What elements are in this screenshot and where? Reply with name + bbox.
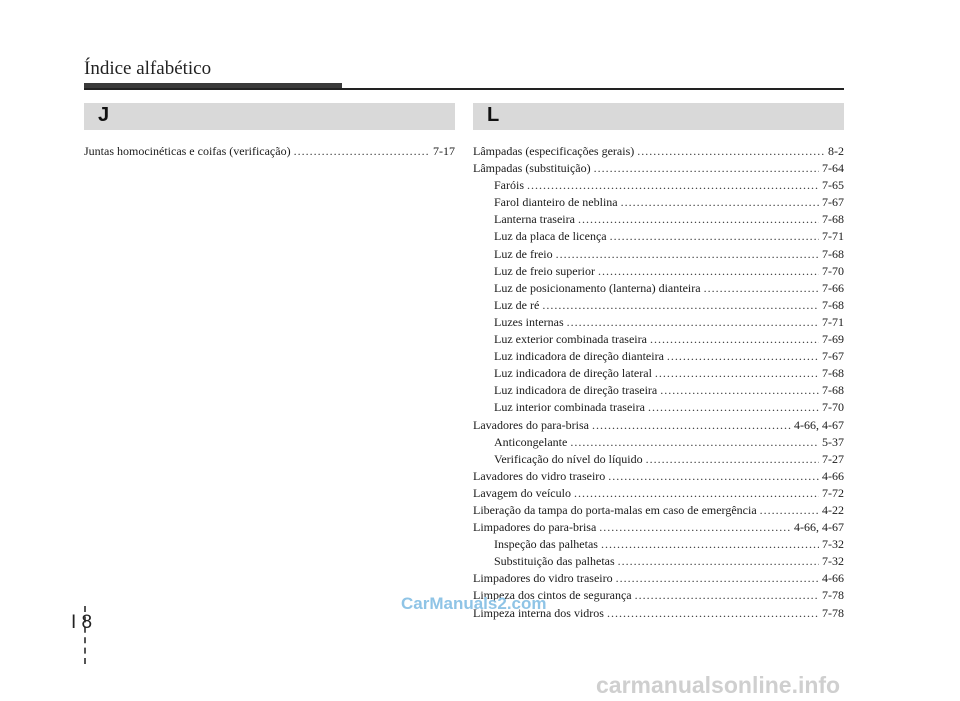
index-subentry[interactable] [473,281,844,298]
index-entry[interactable] [473,571,844,588]
entry-label: Lavadores do vidro traseiro [473,468,606,483]
leader-dots [704,281,819,296]
index-subentry[interactable] [473,349,844,366]
leader-dots [608,469,819,484]
page-number: I 8 [71,612,93,633]
index-subentry[interactable] [473,195,844,212]
entry-page: 7-71 [822,229,844,244]
entry-label: Luz indicadora de direção traseira [494,383,658,398]
entry-page: 4-66, 4-67 [794,520,844,535]
leader-dots [570,435,819,450]
entry-page: 7-68 [822,297,844,312]
entry-page: 7-72 [822,485,844,500]
index-entry[interactable] [473,520,844,537]
entry-page: 7-67 [822,195,844,210]
index-subentry[interactable] [473,554,844,571]
header-rule [84,88,844,90]
entry-page: 4-22 [822,502,844,517]
leader-dots [294,144,430,159]
entry-label: Lavadores do para-brisa [473,417,589,432]
entry-page: 4-66 [822,571,844,586]
leader-dots [599,520,791,535]
entry-label: Juntas homocinéticas e coifas (verificação) [84,144,291,158]
entry-page: 7-17 [433,144,455,158]
entry-label: Luz indicadora de direção dianteira [494,349,664,364]
leader-dots [646,452,819,467]
entry-label: Luz da placa de licença [494,229,607,244]
entry-label: Luz de ré [494,297,540,312]
entry-label: Luzes internas [494,314,564,329]
leader-dots [635,588,819,603]
index-subentry[interactable] [473,400,844,417]
entry-label: Limpadores do para-brisa [473,520,597,535]
index-entry[interactable] [473,144,844,161]
index-subentry[interactable] [473,247,844,264]
entry-page: 7-78 [822,588,844,603]
entry-page: 4-66 [822,468,844,483]
entry-page: 7-68 [822,383,844,398]
entry-label: Luz interior combinada traseira [494,400,645,415]
entry-label: Lâmpadas (especificações gerais) [473,144,635,158]
leader-dots [637,144,825,159]
leader-dots [592,418,791,433]
leader-dots [610,229,819,244]
leader-dots [601,537,819,552]
entry-label: Substituição das palhetas [494,554,615,569]
leader-dots [660,383,819,398]
entry-page: 8-2 [828,144,844,158]
leader-dots [578,212,819,227]
index-subentry[interactable] [473,435,844,452]
entry-label: Luz de freio superior [494,263,595,278]
entry-page: 7-65 [822,178,844,193]
index-subentry[interactable] [473,366,844,383]
entry-label: Luz de freio [494,246,553,261]
watermark-link[interactable]: CarManuals2.com [401,594,547,613]
entry-label: Anticongelante [494,434,568,449]
section-header-l [473,103,844,130]
entry-page: 7-67 [822,349,844,364]
site-watermark: carmanualsonline.info [596,672,841,698]
index-subentry[interactable] [473,452,844,469]
index-subentry[interactable] [473,264,844,281]
index-subentry[interactable] [473,298,844,315]
leader-dots [648,400,819,415]
section-letter-l: L [487,104,500,126]
entry-page: 7-64 [822,161,844,176]
index-column-l [473,144,844,623]
entry-label: Liberação da tampa do porta-malas em caso de emergência [473,502,757,517]
leader-dots [760,503,819,518]
entry-label: Lavagem do veículo [473,485,571,500]
leader-dots [527,178,819,193]
entry-label: Luz indicadora de direção lateral [494,366,652,381]
entry-label: Limpeza interna dos vidros [473,605,604,620]
entry-page: 7-69 [822,332,844,347]
index-subentry[interactable] [473,178,844,195]
leader-dots [650,332,819,347]
entry-label: Lanterna traseira [494,212,575,227]
leader-dots [556,247,819,262]
leader-dots [594,161,819,176]
entry-label: Farol dianteiro de neblina [494,195,618,210]
entry-page: 4-66, 4-67 [794,417,844,432]
entry-label: Lâmpadas (substituição) [473,161,591,176]
entry-label: Limpeza dos cintos de segurança [473,588,632,603]
page-title: Índice alfabético [84,58,212,79]
index-subentry[interactable] [473,537,844,554]
index-entry[interactable] [473,486,844,503]
entry-label: Luz exterior combinada traseira [494,332,647,347]
entry-page: 7-70 [822,263,844,278]
entry-page: 7-71 [822,314,844,329]
entry-page: 7-32 [822,554,844,569]
index-column-j [84,144,455,161]
index-entry[interactable] [473,418,844,435]
section-letter-j: J [98,104,110,126]
leader-dots [618,554,819,569]
index-entry[interactable] [473,161,844,178]
leader-dots [667,349,819,364]
entry-label: Luz de posicionamento (lanterna) dianteira [494,280,701,295]
index-entry[interactable] [84,144,455,161]
entry-page: 7-78 [822,605,844,620]
leader-dots [542,298,819,313]
index-subentry[interactable] [473,229,844,246]
entry-page: 5-37 [822,434,844,449]
entry-label: Faróis [494,178,524,193]
leader-dots [607,606,819,621]
entry-page: 7-32 [822,537,844,552]
entry-page: 7-66 [822,280,844,295]
leader-dots [567,315,819,330]
leader-dots [574,486,819,501]
leader-dots [598,264,819,279]
leader-dots [621,195,819,210]
entry-page: 7-68 [822,366,844,381]
leader-dots [655,366,819,381]
section-header-j [84,103,455,130]
index-subentry[interactable] [473,332,844,349]
leader-dots [616,571,819,586]
index-subentry[interactable] [473,383,844,400]
entry-label: Verificação do nível do líquido [494,451,643,466]
entry-page: 7-27 [822,451,844,466]
index-entry[interactable] [473,503,844,520]
entry-label: Inspeção das palhetas [494,537,598,552]
entry-page: 7-68 [822,246,844,261]
index-subentry[interactable] [473,212,844,229]
index-subentry[interactable] [473,315,844,332]
entry-page: 7-68 [822,212,844,227]
index-entry[interactable] [473,469,844,486]
entry-page: 7-70 [822,400,844,415]
entry-label: Limpadores do vidro traseiro [473,571,613,586]
